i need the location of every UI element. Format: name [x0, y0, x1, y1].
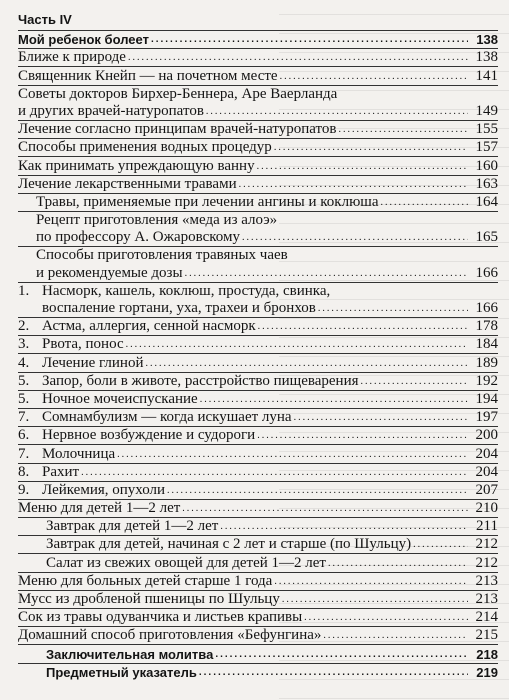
toc-entry-page: 149	[475, 102, 498, 119]
toc-entry-title: Ночное мочеиспускание	[42, 390, 198, 407]
toc-entry-page: 210	[475, 500, 498, 517]
toc-entry-title: Нервное возбуждение и судороги	[42, 427, 256, 444]
toc-entry[interactable]	[18, 373, 498, 391]
dot-leader	[318, 300, 468, 317]
toc-entry-title: Способы применения водных процедур	[18, 139, 272, 156]
toc-entry[interactable]	[18, 318, 498, 336]
toc-entry-page: 215	[475, 627, 498, 644]
toc-entry-title: Сок из травы одуванчика и листьев крапивы	[18, 609, 303, 626]
toc-entry-title: Лейкемия, опухоли	[42, 481, 166, 498]
toc-entry[interactable]	[18, 354, 498, 372]
toc-entry-title: Завтрак для детей, начиная с 2 лет и старше (по Шульцу)	[46, 536, 412, 553]
toc-entry[interactable]	[18, 336, 498, 354]
dot-leader	[185, 265, 468, 282]
dot-leader	[117, 446, 468, 463]
toc-entry[interactable]	[18, 391, 498, 409]
toc-entry-title: Предметный указатель	[46, 664, 197, 680]
toc-entry[interactable]	[18, 573, 498, 591]
toc-entry-page: 178	[475, 318, 498, 335]
dot-leader	[338, 121, 468, 138]
toc-entry-title: воспаление гортани, уха, трахеи и бронхов	[42, 300, 316, 316]
toc-entry-title: Мой ребенок болеет	[18, 32, 149, 48]
toc-entry-number: 8.	[18, 463, 30, 480]
toc-entry-page: 155	[475, 121, 498, 138]
dot-leader	[200, 391, 468, 408]
toc-entry-page: 184	[475, 336, 498, 353]
toc-entry-page: 207	[475, 481, 498, 498]
toc-entry[interactable]	[18, 247, 498, 282]
toc-entry-title: и рекомендуемые дозы	[36, 264, 183, 281]
toc-entry[interactable]	[18, 427, 498, 445]
toc-entry-title: Лечение лекарственными травами	[18, 175, 237, 192]
dot-leader	[381, 194, 469, 211]
dot-leader	[206, 103, 468, 120]
dot-leader	[128, 49, 468, 66]
toc-entry-page: 219	[476, 664, 498, 680]
toc-entry[interactable]	[18, 627, 498, 645]
toc-entry-page: 164	[475, 193, 498, 210]
dot-leader	[220, 518, 468, 535]
toc-entry-page: 189	[475, 354, 498, 371]
toc-entry-title: Меню для детей 1—2 лет	[18, 500, 181, 517]
dot-leader	[145, 355, 468, 372]
toc-entry[interactable]	[18, 409, 498, 427]
toc-entry[interactable]	[18, 212, 498, 247]
toc-entry-page: 160	[475, 157, 498, 174]
toc-entry-title: Ближе к природе	[18, 49, 126, 66]
dot-leader	[239, 176, 468, 193]
dot-leader	[274, 139, 468, 156]
toc-entry-title: Молочница	[42, 445, 116, 462]
part-title: Часть IV	[18, 12, 72, 27]
toc-entry-number: 5.	[18, 390, 30, 407]
toc-entry-title: Рвота, понос	[42, 336, 124, 353]
toc-entry-title: и других врачей-натуропатов	[18, 102, 204, 119]
toc-entry-title: Салат из свежих овощей для детей 1—2 лет	[46, 554, 326, 571]
toc-entry[interactable]	[18, 554, 498, 572]
dot-leader	[304, 609, 468, 626]
toc-entry-page: 212	[475, 554, 498, 571]
toc-entry-title: Священник Кнейп — на почетном месте	[18, 67, 278, 84]
toc-entry-title: Насморк, кашель, коклюш, простуда, свинка,	[42, 282, 331, 299]
dot-leader	[151, 31, 468, 48]
toc-entry[interactable]	[18, 500, 498, 518]
toc-entry[interactable]	[18, 157, 498, 175]
toc-entry[interactable]	[18, 49, 498, 67]
toc-list	[18, 30, 498, 681]
dot-leader	[199, 664, 468, 681]
toc-entry-page: 192	[475, 372, 498, 389]
dot-leader	[182, 500, 468, 517]
toc-entry-title: Рецепт приготовления «меда из алоэ»	[36, 212, 278, 229]
toc-entry-page: 200	[475, 427, 498, 444]
toc-entry-title: Домашний способ приготовления «Бефунгина»	[18, 627, 322, 644]
toc-entry-number: 3.	[18, 336, 30, 353]
toc-entry-number: 6.	[18, 427, 30, 444]
toc-entry-title: Запор, боли в животе, расстройство пищеварения	[42, 372, 359, 389]
dot-leader	[167, 482, 468, 499]
toc-entry[interactable]	[18, 31, 498, 49]
toc-entry-page: 211	[476, 518, 498, 535]
toc-entry-number: 5.	[18, 372, 30, 389]
toc-entry-page: 194	[475, 390, 498, 407]
toc-entry-page: 213	[475, 591, 498, 607]
toc-entry[interactable]	[18, 86, 498, 121]
toc-entry-title: Рахит	[42, 463, 80, 480]
toc-entry[interactable]	[18, 609, 498, 627]
dot-leader	[257, 427, 468, 444]
dot-leader	[215, 646, 468, 663]
toc-entry-page: 204	[475, 445, 498, 462]
dot-leader	[126, 336, 468, 353]
toc-entry-title: Заключительная молитва	[46, 646, 214, 662]
toc-entry-number: 1.	[18, 282, 30, 299]
toc-entry-page: 212	[475, 536, 498, 553]
toc-entry-title: Советы докторов Бирхер-Беннера, Аре Ваерланда	[18, 85, 338, 102]
dot-leader	[81, 464, 468, 481]
toc-entry-number: 4.	[18, 354, 30, 371]
toc-entry[interactable]	[18, 536, 498, 554]
toc-entry-number: 9.	[18, 481, 30, 498]
toc-entry-page: 197	[475, 409, 498, 426]
dot-leader	[258, 318, 468, 335]
toc-entry[interactable]	[18, 194, 498, 212]
dot-leader	[294, 409, 468, 426]
toc-entry-title: Меню для больных детей старше 1 года	[18, 572, 273, 589]
toc-entry[interactable]	[18, 139, 498, 157]
toc-entry[interactable]	[18, 176, 498, 194]
toc-entry-page: 157	[475, 139, 498, 156]
dot-leader	[242, 229, 468, 246]
toc-entry-title: Лечение глиной	[42, 354, 144, 371]
dot-leader	[413, 536, 468, 553]
toc-entry-page: 166	[475, 264, 498, 281]
toc-entry-title: Сомнамбулизм — когда искушает луна	[42, 409, 292, 426]
toc-entry-page: 214	[475, 609, 498, 626]
toc-entry-page: 213	[475, 572, 498, 589]
dot-leader	[361, 373, 468, 390]
dot-leader	[328, 555, 468, 572]
toc-entry[interactable]	[18, 445, 498, 463]
dot-leader	[282, 591, 468, 608]
toc-entry-title: Как принимать упреждающую ванну	[18, 157, 255, 174]
toc-entry-number: 7.	[18, 409, 30, 426]
toc-entry-page: 218	[476, 646, 498, 662]
dot-leader	[257, 158, 468, 175]
toc-entry-page: 166	[475, 300, 498, 316]
toc-entry[interactable]	[18, 664, 498, 681]
toc-entry-page: 138	[476, 32, 498, 48]
toc-entry-title: Мусс из дробленой пшеницы по Шульцу	[18, 591, 280, 607]
toc-entry[interactable]	[18, 121, 498, 139]
toc-entry-page: 138	[475, 49, 498, 66]
toc-entry-page: 204	[475, 463, 498, 480]
toc-entry-page: 163	[475, 175, 498, 192]
toc-entry[interactable]	[18, 482, 498, 500]
dot-leader	[280, 68, 468, 85]
toc-entry-page: 165	[475, 229, 498, 246]
toc-page	[18, 10, 498, 681]
toc-entry-title: Завтрак для детей 1—2 лет	[46, 518, 219, 535]
toc-entry-title: по профессору А. Ожаровскому	[36, 229, 240, 246]
toc-entry[interactable]	[18, 591, 498, 609]
toc-entry[interactable]	[18, 518, 498, 536]
toc-entry-number: 7.	[18, 445, 30, 462]
toc-entry[interactable]	[18, 283, 498, 318]
toc-entry-title: Травы, применяемые при лечении ангины и коклюша	[36, 193, 379, 210]
dot-leader	[323, 627, 468, 644]
dot-leader	[274, 573, 468, 590]
toc-entry[interactable]	[18, 67, 498, 85]
toc-entry-title: Астма, аллергия, сенной насморк	[42, 318, 256, 335]
toc-entry[interactable]	[18, 464, 498, 482]
toc-entry-title: Способы приготовления травяных чаев	[36, 247, 288, 264]
toc-entry[interactable]	[18, 645, 498, 663]
toc-entry-title: Лечение согласно принципам врачей-натуропатов	[18, 121, 337, 138]
toc-entry-number: 2.	[18, 318, 30, 335]
toc-entry-page: 141	[475, 67, 498, 84]
